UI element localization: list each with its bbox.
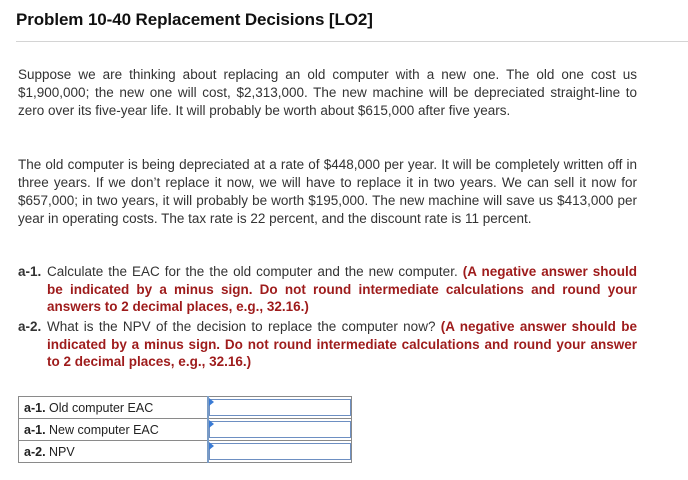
question-text: Calculate the EAC for the the old computer and the new computer. (47, 264, 458, 279)
question-label: a-2. (18, 319, 42, 334)
answer-cell (208, 397, 352, 419)
title-divider (16, 41, 688, 42)
question-body (47, 263, 637, 316)
question-instruction: (A negative answer should be indicated by a minus sign. Do not round intermediate calculations and round your answer to 2 decimal places, e.g., 32.16.) (47, 319, 637, 369)
answer-row-key: a-1. (24, 400, 46, 415)
answer-row-npv (19, 441, 352, 463)
answer-row-label (19, 419, 209, 441)
answer-row-key: a-2. (24, 444, 46, 459)
answer-cell (208, 441, 352, 463)
answer-row-old-computer-eac (19, 397, 352, 419)
answer-row-label (19, 441, 209, 463)
answer-row-new-computer-eac (19, 419, 352, 441)
answer-cell (208, 419, 352, 441)
question-text: What is the NPV of the decision to replace the computer now? (47, 319, 436, 334)
answer-row-text: Old computer EAC (49, 400, 154, 415)
problem-paragraph-2: The old computer is being depreciated at a rate of $448,000 per year. It will be completely written off in three years. If we don’t replace it now, we will have to replace it in two years. We can sell it now for $657,000; in two years, it will probably be worth $195,000. The new machine will save us $413,000 per year in operating costs. The tax rate is 22 percent, and the discount rate is 11 percent. (18, 157, 637, 226)
answer-row-label (19, 397, 209, 419)
question-instruction: (A negative answer should be indicated by a minus sign. Do not round intermediate calculations and round your answers to 2 decimal places, e.g., 32.16.) (47, 264, 637, 314)
answer-row-key: a-1. (24, 422, 46, 437)
question-a2 (18, 318, 637, 371)
npv-input[interactable] (209, 443, 351, 460)
question-a1 (18, 263, 637, 316)
answer-table (18, 396, 352, 463)
question-body (47, 318, 637, 371)
question-label: a-1. (18, 264, 42, 279)
answer-row-text: New computer EAC (49, 422, 159, 437)
answer-row-text: NPV (49, 444, 75, 459)
old-computer-eac-input[interactable] (209, 399, 351, 416)
problem-paragraph-1: Suppose we are thinking about replacing an old computer with a new one. The old one cost us $1,900,000; the new one will cost, $2,313,000. The new machine will be depreciated straight-line to zero over its five-year life. It will probably be worth about $615,000 after five years. (18, 67, 637, 118)
new-computer-eac-input[interactable] (209, 421, 351, 438)
problem-title: Problem 10-40 Replacement Decisions [LO2] (16, 10, 373, 29)
